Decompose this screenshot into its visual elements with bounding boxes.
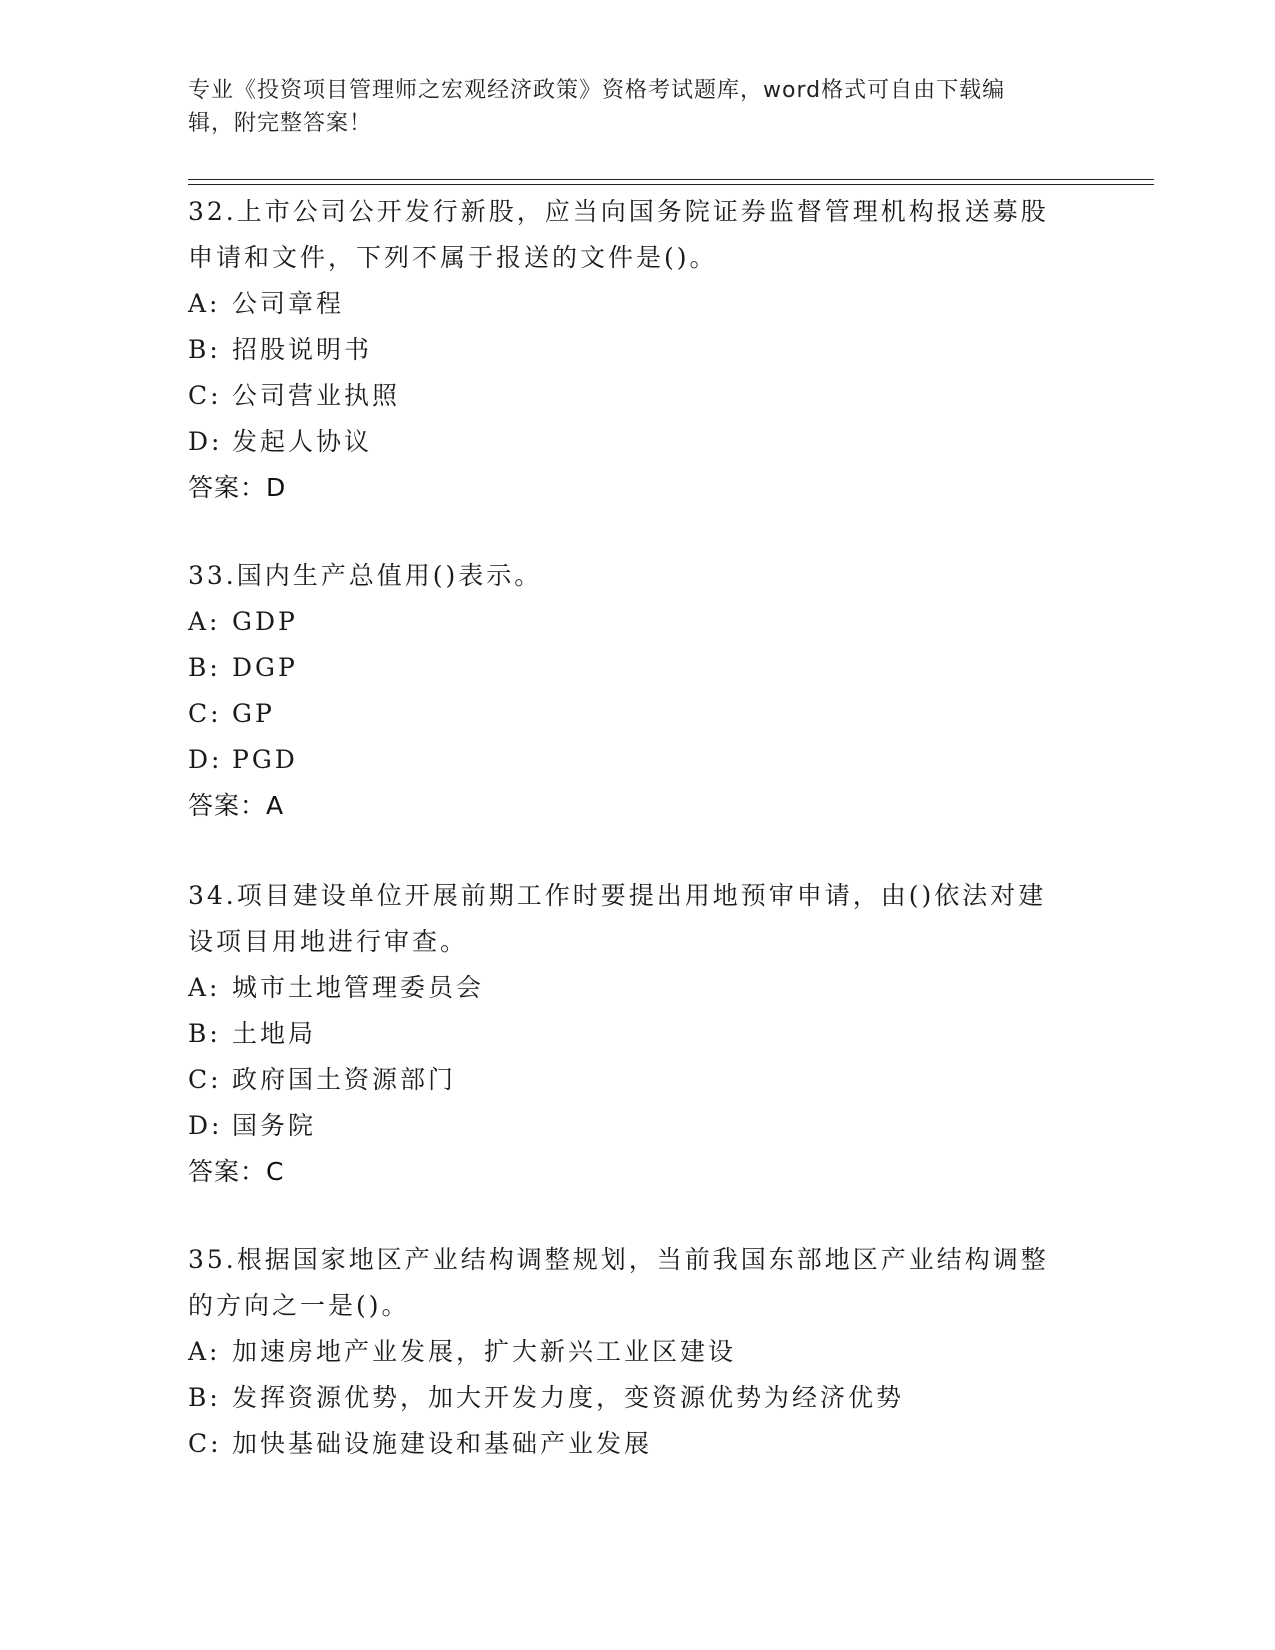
question-34 (188, 873, 1088, 1195)
option-b (188, 645, 1088, 691)
question-stem-line: 设项目用地进行审查。 (188, 927, 469, 956)
option-text: 招股说明书 (232, 335, 373, 364)
option-text: 加快基础设施建设和基础产业发展 (232, 1429, 653, 1458)
option-text: 城市土地管理委员会 (232, 973, 485, 1002)
option-letter: C: (188, 1429, 222, 1458)
header-divider-top (188, 179, 1154, 180)
option-letter: C: (188, 1065, 222, 1094)
question-33 (188, 553, 1088, 829)
option-letter: A: (188, 973, 221, 1002)
option-text: GDP (232, 607, 298, 636)
option-text: 发起人协议 (232, 427, 373, 456)
option-b (188, 1011, 1088, 1057)
option-d (188, 737, 1088, 783)
option-letter: D: (188, 1111, 223, 1140)
option-text: 公司章程 (232, 289, 345, 318)
option-c (188, 373, 1088, 419)
option-letter: B: (188, 653, 221, 682)
option-letter: A: (188, 1337, 221, 1366)
question-stem-line: 34.项目建设单位开展前期工作时要提出用地预审申请，由()依法对建 (188, 881, 1047, 910)
option-a (188, 281, 1088, 327)
option-letter: D: (188, 427, 223, 456)
option-text: 发挥资源优势，加大开发力度，变资源优势为经济优势 (232, 1383, 905, 1412)
option-text: 国务院 (232, 1111, 317, 1140)
option-letter: A: (188, 289, 221, 318)
option-c (188, 1057, 1088, 1103)
option-b (188, 1375, 1088, 1421)
option-text: DGP (232, 653, 298, 682)
header-line-1: 专业《投资项目管理师之宏观经济政策》资格考试题库，word格式可自由下载编 (188, 78, 1006, 103)
answer-line: 答案：D (188, 473, 287, 502)
option-text: PGD (232, 745, 298, 774)
answer-line: 答案：C (188, 1157, 285, 1186)
question-32 (188, 189, 1088, 511)
option-letter: B: (188, 335, 221, 364)
question-stem-line: 申请和文件，下列不属于报送的文件是()。 (188, 243, 718, 272)
option-letter: C: (188, 381, 222, 410)
document-header (188, 74, 1068, 140)
option-letter: B: (188, 1019, 221, 1048)
option-d (188, 1103, 1088, 1149)
question-stem-line: 的方向之一是()。 (188, 1291, 410, 1320)
option-c (188, 691, 1088, 737)
option-b (188, 327, 1088, 373)
option-letter: C: (188, 699, 222, 728)
option-a (188, 965, 1088, 1011)
option-text: 政府国土资源部门 (232, 1065, 457, 1094)
question-35 (188, 1237, 1088, 1467)
option-a (188, 599, 1088, 645)
option-text: 土地局 (232, 1019, 317, 1048)
header-line-2: 辑，附完整答案！ (188, 111, 373, 136)
question-stem-line: 35.根据国家地区产业结构调整规划，当前我国东部地区产业结构调整 (188, 1245, 1049, 1274)
question-stem-line: 32.上市公司公开发行新股，应当向国务院证券监督管理机构报送募股 (188, 197, 1049, 226)
answer-line: 答案：A (188, 791, 285, 820)
question-stem-line: 33.国内生产总值用()表示。 (188, 561, 543, 590)
header-divider-bottom (188, 184, 1154, 185)
option-a (188, 1329, 1088, 1375)
option-letter: A: (188, 607, 221, 636)
option-letter: B: (188, 1383, 221, 1412)
option-text: 公司营业执照 (232, 381, 401, 410)
option-text: 加速房地产业发展，扩大新兴工业区建设 (232, 1337, 737, 1366)
option-text: GP (232, 699, 275, 728)
option-c (188, 1421, 1088, 1467)
option-d (188, 419, 1088, 465)
option-letter: D: (188, 745, 223, 774)
